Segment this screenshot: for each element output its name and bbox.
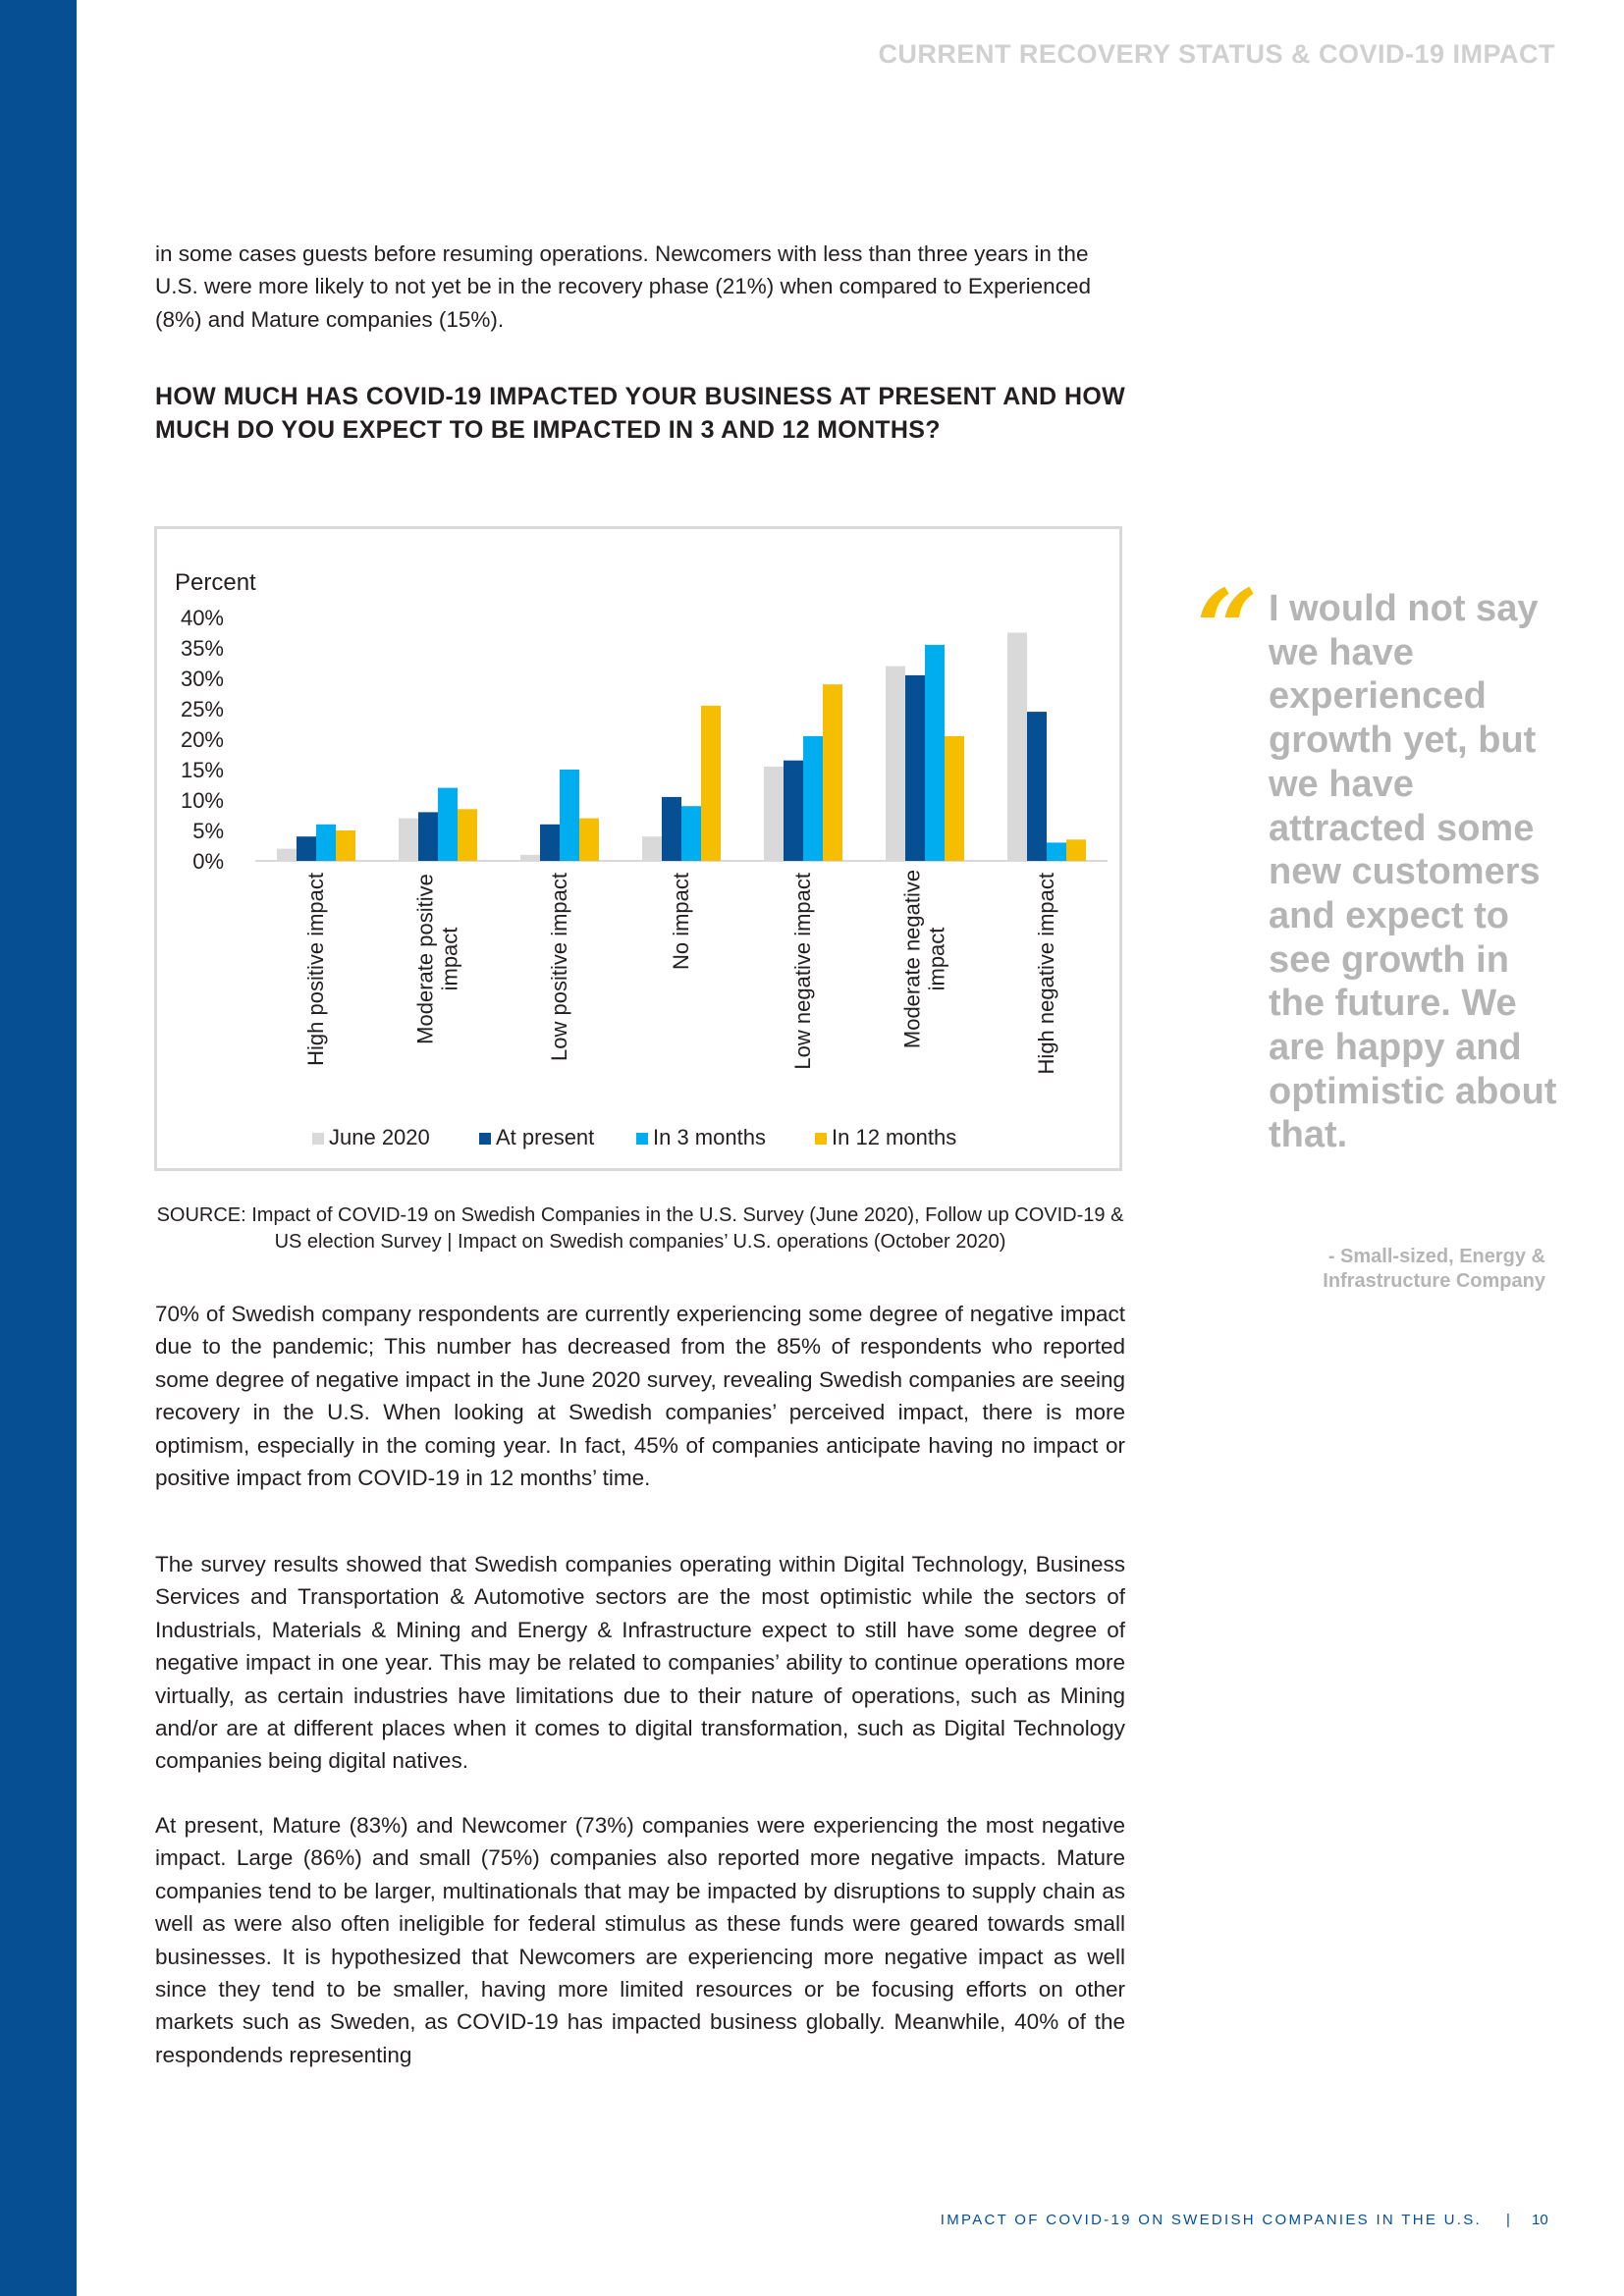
chart-heading: HOW MUCH HAS COVID-19 IMPACTED YOUR BUSINESS AT PRESENT AND HOW MUCH DO YOU EXPECT TO BE IMPACTED IN 3 AND 12 MONTHS? bbox=[155, 383, 1125, 444]
bar-in-3-months bbox=[1047, 842, 1066, 861]
category-labels bbox=[303, 870, 1058, 1075]
y-tick-label: 5% bbox=[192, 819, 224, 843]
paragraph-impact-summary: 70% of Swedish company respondents are currently experiencing some degree of negative impact due to the pandemic; This number has decreased from the 85% of respondents who reported some degree of negative impact in the June 2020 survey, revealing Swedish companies are seeing recovery in the U.S. When looking at Swedish companies’ perceived impact, there is more optimism, especially in the coming year. In fact, 45% of companies anticipate having no impact or positive impact from COVID-19 in 12 months’ time. bbox=[155, 1302, 1125, 1491]
legend-label: At present bbox=[496, 1125, 595, 1149]
legend-swatch bbox=[815, 1133, 827, 1145]
y-axis-label: Percent bbox=[175, 569, 256, 596]
legend bbox=[312, 1125, 956, 1149]
source-note: SOURCE: Impact of COVID-19 on Swedish Companies in the U.S. Survey (June 2020), Follow up COVID-19 & US election Survey | Impact on Swedish companies’ U.S. operations (October 2020) bbox=[156, 1204, 1124, 1253]
category-label: Moderate positiveimpact bbox=[412, 874, 462, 1044]
y-tick-label: 35% bbox=[180, 636, 224, 661]
legend-label: In 12 months bbox=[832, 1125, 957, 1149]
intro-paragraph: in some cases guests before resuming operations. Newcomers with less than three years in the U.S. were more likely to not yet be in the recovery phase (21%) when compared to Experienced (8%) and Mature companies (15%). bbox=[155, 241, 1091, 332]
paragraph-company-size: At present, Mature (83%) and Newcomer (73%) companies were experiencing the most negative impact. Large (86%) and small (75%) companies also reported more negative impacts. Mature companies tend to be larger, multinationals that may be impacted by disruptions to supply chain as well as were also often ineligible for federal stimulus as these funds were geared towards small businesses. It is hypothesized that Newcomers are experiencing more negative impact as well since they tend to be smaller, having more limited resources or be focusing efforts on other markets such as Sweden, as COVID-19 has impacted business globally. Meanwhile, 40% of the respondends representing bbox=[155, 1813, 1125, 2067]
bar-in-3-months bbox=[560, 770, 579, 861]
y-tick-label: 40% bbox=[180, 606, 224, 630]
side-color-bar bbox=[0, 0, 77, 2296]
bar-in-3-months bbox=[438, 788, 458, 861]
paragraph-sector-outlook: The survey results showed that Swedish companies operating within Digital Technology, Business Services and Transportation & Automotive sectors are the most optimistic while the sectors of Industrials, Materials & Mining and Energy & Infrastructure expect to still have some degree of negative impact in one year. This may be related to companies’ ability to continue operations more virtually, as certain industries have limitations due to their nature of operations, such as Mining and/or are at different places when it comes to digital transformation, such as Digital Technology companies being digital natives. bbox=[155, 1552, 1125, 1774]
bar-at-present bbox=[540, 825, 560, 861]
y-tick-label: 30% bbox=[180, 667, 224, 691]
bar-in-3-months bbox=[316, 825, 336, 861]
impact-bar-chart bbox=[157, 529, 1119, 1168]
bar-in-3-months bbox=[681, 806, 701, 861]
y-tick-labels bbox=[181, 606, 224, 874]
bar-in-3-months bbox=[803, 736, 823, 861]
legend-swatch bbox=[636, 1133, 648, 1145]
bar-at-present bbox=[784, 761, 803, 861]
y-tick-label: 10% bbox=[180, 788, 224, 813]
bar-at-present bbox=[905, 675, 925, 861]
bar-june-2020 bbox=[399, 819, 418, 861]
bar-in-12-months bbox=[1066, 839, 1086, 861]
bar-in-12-months bbox=[823, 684, 842, 861]
footer-separator: | bbox=[1506, 2212, 1510, 2228]
bar-in-12-months bbox=[701, 706, 721, 861]
section-title: CURRENT RECOVERY STATUS & COVID-19 IMPACT bbox=[878, 39, 1555, 69]
quote-mark-icon: “ bbox=[1196, 565, 1259, 692]
bar-june-2020 bbox=[764, 767, 784, 861]
bar-june-2020 bbox=[520, 855, 540, 861]
y-tick-label: 25% bbox=[180, 697, 224, 721]
y-tick-label: 20% bbox=[180, 727, 224, 752]
y-tick-label: 0% bbox=[192, 849, 224, 874]
category-label: Low negative impact bbox=[790, 873, 815, 1070]
quote-attribution: - Small-sized, Energy & Infrastructure Company bbox=[1323, 1246, 1545, 1292]
bars bbox=[277, 633, 1086, 862]
bar-june-2020 bbox=[277, 849, 297, 861]
category-label: No impact bbox=[669, 873, 693, 971]
category-label: Low positive impact bbox=[547, 873, 571, 1061]
legend-label: In 3 months bbox=[653, 1125, 766, 1149]
category-label: Moderate negativeimpact bbox=[899, 869, 949, 1049]
bar-june-2020 bbox=[1007, 633, 1027, 862]
bar-in-12-months bbox=[945, 736, 964, 861]
bar-june-2020 bbox=[642, 836, 662, 861]
page-number: 10 bbox=[1532, 2212, 1548, 2228]
legend-label: June 2020 bbox=[329, 1125, 430, 1149]
bar-june-2020 bbox=[886, 667, 905, 861]
bar-in-12-months bbox=[458, 809, 477, 861]
bar-at-present bbox=[418, 812, 438, 861]
legend-swatch bbox=[479, 1133, 491, 1145]
category-label: High positive impact bbox=[303, 873, 328, 1066]
bar-in-3-months bbox=[925, 645, 945, 861]
bar-at-present bbox=[297, 836, 316, 861]
y-tick-label: 15% bbox=[180, 758, 224, 782]
chart-frame bbox=[154, 526, 1122, 1171]
legend-swatch bbox=[312, 1133, 324, 1145]
category-label: High negative impact bbox=[1034, 873, 1058, 1075]
pull-quote: I would not say we have experienced growth yet, but we have attracted some new customers and expect to see growth in the future. We are happy and optimistic about that. bbox=[1269, 588, 1557, 1156]
bar-at-present bbox=[662, 797, 681, 861]
bar-in-12-months bbox=[336, 830, 355, 861]
bar-in-12-months bbox=[579, 819, 599, 861]
bar-at-present bbox=[1027, 712, 1047, 861]
footer-report-title: IMPACT OF COVID-19 ON SWEDISH COMPANIES IN THE U.S. bbox=[940, 2212, 1482, 2228]
